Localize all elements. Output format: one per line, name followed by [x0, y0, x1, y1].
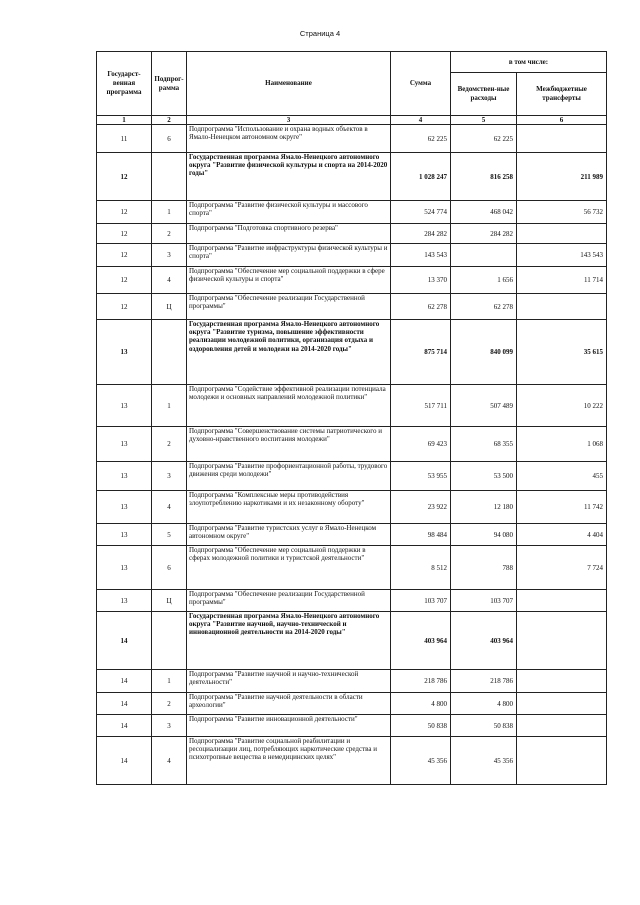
transfer-cell	[517, 737, 607, 785]
sum-cell: 62 225	[391, 125, 451, 153]
sum-cell: 524 774	[391, 201, 451, 224]
subprogram-cell: 2	[152, 693, 187, 715]
program-cell: 13	[97, 590, 152, 612]
subprogram-cell: 1	[152, 385, 187, 427]
subprogram-cell	[152, 612, 187, 670]
program-cell: 12	[97, 294, 152, 320]
name-cell: Подпрограмма "Развитие физической культуры и массового спорта"	[187, 201, 391, 224]
transfer-cell	[517, 224, 607, 244]
transfer-cell	[517, 715, 607, 737]
transfer-cell	[517, 125, 607, 153]
subprogram-cell: 3	[152, 244, 187, 267]
transfer-cell	[517, 294, 607, 320]
dept-cell: 62 225	[451, 125, 517, 153]
sum-cell: 875 714	[391, 320, 451, 385]
name-cell: Подпрограмма "Обеспечение мер социальной поддержки в сферах молодежной политики и туристской деятельности"	[187, 546, 391, 590]
header-including: в том числе:	[451, 52, 607, 73]
subprogram-cell: Ц	[152, 590, 187, 612]
program-cell: 12	[97, 224, 152, 244]
table-row	[97, 612, 607, 670]
program-cell: 13	[97, 546, 152, 590]
sum-cell: 284 282	[391, 224, 451, 244]
column-number: 6	[517, 116, 607, 125]
sum-cell: 1 028 247	[391, 153, 451, 201]
name-cell: Подпрограмма "Развитие социальной реабилитации и ресоциализации лиц, потребляющих наркотические средства и психотропные вещества в немедицинских целях"	[187, 737, 391, 785]
name-cell: Государственная программа Ямало-Ненецкого автономного округа "Развитие научной, научно-технической и инновационной деятельности на 2014-2020 годы"	[187, 612, 391, 670]
dept-cell: 840 099	[451, 320, 517, 385]
dept-cell: 788	[451, 546, 517, 590]
sum-cell: 517 711	[391, 385, 451, 427]
sum-cell: 13 370	[391, 267, 451, 294]
header-subprogram: Подпрог-рамма	[152, 52, 187, 116]
table-row	[97, 546, 607, 590]
sum-cell: 45 356	[391, 737, 451, 785]
subprogram-cell: 5	[152, 524, 187, 546]
column-numbers-row	[97, 116, 607, 125]
table-row	[97, 427, 607, 462]
name-cell: Государственная программа Ямало-Ненецкого автономного округа "Развитие туризма, повышение эффективности реализации молодежной политики, организация отдыха и оздоровления детей и молодежи на 2014-2020 годы"	[187, 320, 391, 385]
dept-cell: 507 489	[451, 385, 517, 427]
program-cell: 13	[97, 524, 152, 546]
subprogram-cell: 1	[152, 670, 187, 693]
table-row	[97, 462, 607, 491]
subprogram-cell: 2	[152, 224, 187, 244]
transfer-cell: 10 222	[517, 385, 607, 427]
table-row	[97, 385, 607, 427]
dept-cell: 468 042	[451, 201, 517, 224]
dept-cell: 53 500	[451, 462, 517, 491]
name-cell: Подпрограмма "Подготовка спортивного резерва"	[187, 224, 391, 244]
budget-table	[96, 51, 607, 785]
subprogram-cell	[152, 320, 187, 385]
transfer-cell: 143 543	[517, 244, 607, 267]
dept-cell: 218 786	[451, 670, 517, 693]
program-cell: 11	[97, 125, 152, 153]
table-row	[97, 267, 607, 294]
sum-cell: 50 838	[391, 715, 451, 737]
dept-cell: 45 356	[451, 737, 517, 785]
table-row	[97, 524, 607, 546]
sum-cell: 103 707	[391, 590, 451, 612]
table-row	[97, 125, 607, 153]
page-label: Страница 4	[299, 29, 341, 38]
program-cell: 13	[97, 427, 152, 462]
name-cell: Подпрограмма "Развитие инфраструктуры физической культуры и спорта"	[187, 244, 391, 267]
program-cell: 13	[97, 462, 152, 491]
subprogram-cell: 6	[152, 546, 187, 590]
table-row	[97, 590, 607, 612]
transfer-cell: 7 724	[517, 546, 607, 590]
column-number: 3	[187, 116, 391, 125]
subprogram-cell: 4	[152, 737, 187, 785]
subprogram-cell: 3	[152, 462, 187, 491]
dept-cell: 12 180	[451, 491, 517, 524]
table-body	[97, 125, 607, 785]
program-cell: 13	[97, 491, 152, 524]
subprogram-cell: 4	[152, 491, 187, 524]
program-cell: 14	[97, 715, 152, 737]
sum-cell: 8 512	[391, 546, 451, 590]
table-row	[97, 670, 607, 693]
sum-cell: 143 543	[391, 244, 451, 267]
subprogram-cell: 1	[152, 201, 187, 224]
subprogram-cell: 6	[152, 125, 187, 153]
name-cell: Подпрограмма "Комплексные меры противодействия злоупотреблению наркотиками и их незаконному обороту"	[187, 491, 391, 524]
name-cell: Подпрограмма "Развитие профориентационной работы, трудового движения среди молодежи"	[187, 462, 391, 491]
sum-cell: 98 484	[391, 524, 451, 546]
sum-cell: 4 800	[391, 693, 451, 715]
header-transfer: Межбюджетные трансферты	[517, 73, 607, 116]
table-row	[97, 294, 607, 320]
transfer-cell: 11 742	[517, 491, 607, 524]
transfer-cell: 11 714	[517, 267, 607, 294]
sum-cell: 403 964	[391, 612, 451, 670]
dept-cell: 94 080	[451, 524, 517, 546]
dept-cell: 62 278	[451, 294, 517, 320]
program-cell: 12	[97, 201, 152, 224]
table-row	[97, 693, 607, 715]
sum-cell: 23 922	[391, 491, 451, 524]
sum-cell: 218 786	[391, 670, 451, 693]
transfer-cell: 4 404	[517, 524, 607, 546]
dept-cell	[451, 244, 517, 267]
transfer-cell	[517, 612, 607, 670]
name-cell: Подпрограмма "Совершенствование системы патриотического и духовно-нравственного воспитания молодежи"	[187, 427, 391, 462]
transfer-cell: 211 989	[517, 153, 607, 201]
name-cell: Подпрограмма "Развитие туристских услуг в Ямало-Ненецком автономном округе"	[187, 524, 391, 546]
name-cell: Подпрограмма "Содействие эффективной реализации потенциала молодежи и основных направлений молодежной политики"	[187, 385, 391, 427]
name-cell: Подпрограмма "Развитие инновационной деятельности"	[187, 715, 391, 737]
name-cell: Подпрограмма "Развитие научной и научно-технической деятельности"	[187, 670, 391, 693]
transfer-cell	[517, 670, 607, 693]
program-cell: 14	[97, 737, 152, 785]
dept-cell: 50 838	[451, 715, 517, 737]
transfer-cell: 35 615	[517, 320, 607, 385]
subprogram-cell: 4	[152, 267, 187, 294]
header-sum: Сумма	[391, 52, 451, 116]
subprogram-cell	[152, 153, 187, 201]
column-number: 5	[451, 116, 517, 125]
table-row	[97, 224, 607, 244]
name-cell: Подпрограмма "Обеспечение мер социальной поддержки в сфере физической культуры и спорта"	[187, 267, 391, 294]
subprogram-cell: 2	[152, 427, 187, 462]
table-row	[97, 715, 607, 737]
table-row	[97, 320, 607, 385]
program-cell: 12	[97, 267, 152, 294]
sum-cell: 62 278	[391, 294, 451, 320]
dept-cell: 403 964	[451, 612, 517, 670]
program-cell: 13	[97, 320, 152, 385]
transfer-cell: 1 068	[517, 427, 607, 462]
header-name: Наименование	[187, 52, 391, 116]
table-row	[97, 244, 607, 267]
subprogram-cell: Ц	[152, 294, 187, 320]
header-program: Государст-венная программа	[97, 52, 152, 116]
program-cell: 13	[97, 385, 152, 427]
name-cell: Подпрограмма "Развитие научной деятельности в области археологии"	[187, 693, 391, 715]
transfer-cell	[517, 693, 607, 715]
sum-cell: 53 955	[391, 462, 451, 491]
dept-cell: 1 656	[451, 267, 517, 294]
program-cell: 12	[97, 244, 152, 267]
name-cell: Государственная программа Ямало-Ненецкого автономного округа "Развитие физической культуры и спорта на 2014-2020 годы"	[187, 153, 391, 201]
dept-cell: 284 282	[451, 224, 517, 244]
program-cell: 12	[97, 153, 152, 201]
transfer-cell	[517, 590, 607, 612]
dept-cell: 4 800	[451, 693, 517, 715]
name-cell: Подпрограмма "Использование и охрана водных объектов в Ямало-Ненецком автономном округе"	[187, 125, 391, 153]
column-number: 2	[152, 116, 187, 125]
table-row	[97, 737, 607, 785]
transfer-cell: 56 732	[517, 201, 607, 224]
dept-cell: 103 707	[451, 590, 517, 612]
column-number: 1	[97, 116, 152, 125]
table-row	[97, 201, 607, 224]
name-cell: Подпрограмма "Обеспечение реализации Государственной программы"	[187, 294, 391, 320]
dept-cell: 816 258	[451, 153, 517, 201]
dept-cell: 68 355	[451, 427, 517, 462]
program-cell: 14	[97, 693, 152, 715]
table-row	[97, 153, 607, 201]
table-row	[97, 491, 607, 524]
name-cell: Подпрограмма "Обеспечение реализации Государственной программы"	[187, 590, 391, 612]
program-cell: 14	[97, 612, 152, 670]
header-dept: Ведомствен-ные расходы	[451, 73, 517, 116]
sum-cell: 69 423	[391, 427, 451, 462]
subprogram-cell: 3	[152, 715, 187, 737]
program-cell: 14	[97, 670, 152, 693]
transfer-cell: 455	[517, 462, 607, 491]
column-number: 4	[391, 116, 451, 125]
